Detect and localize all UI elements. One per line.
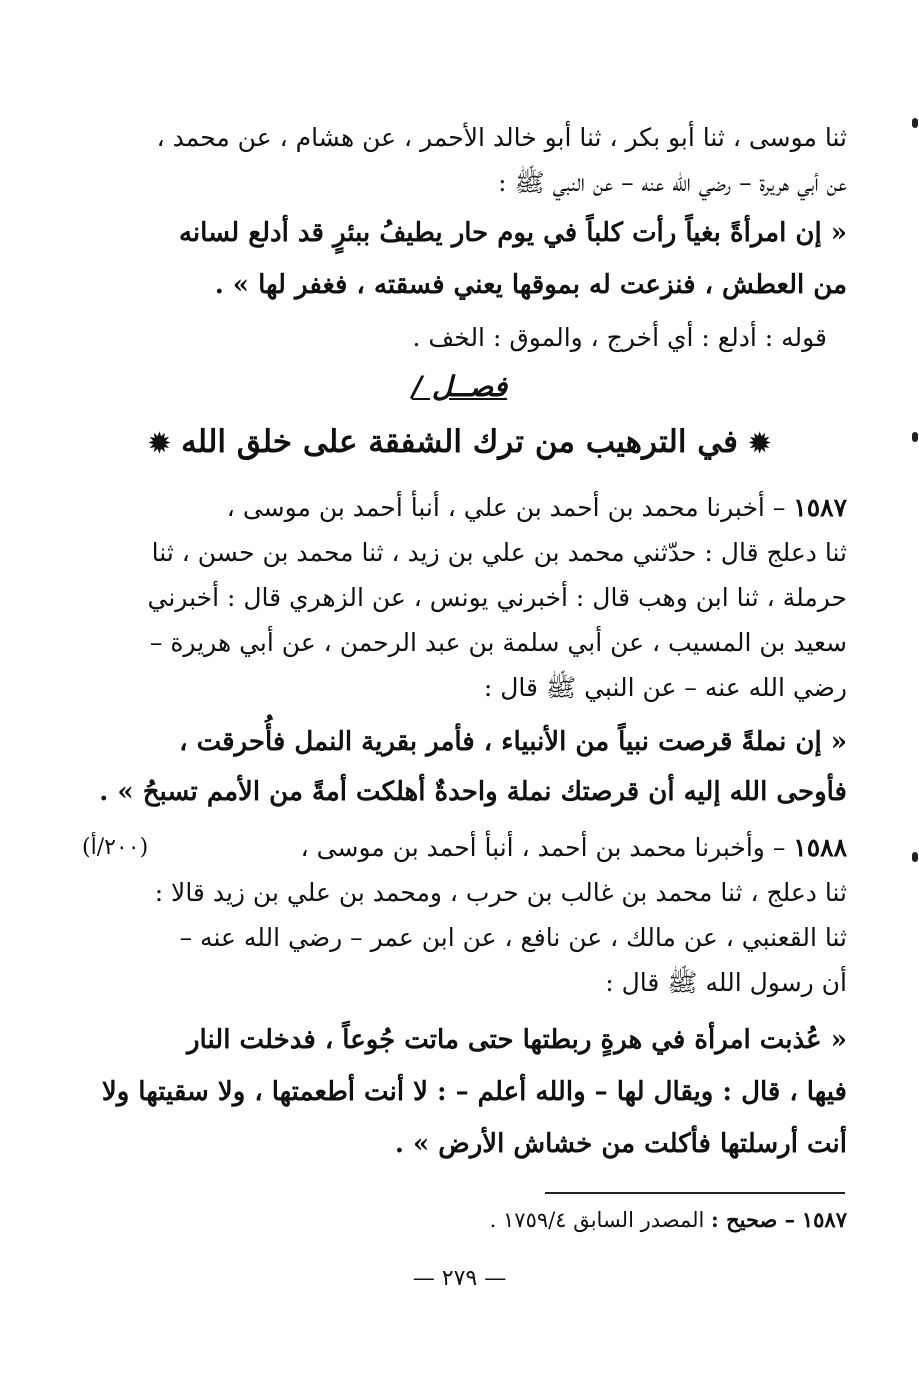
star-ornament-icon: ✹	[748, 429, 771, 459]
footnote-text: المصدر السابق ١٧٥٩/٤ .	[489, 1208, 705, 1232]
star-ornament-icon: ✹	[148, 429, 171, 459]
text-line-1: ثنا موسى ، ثنا أبو بكر ، ثنا أبو خالد الأحمر ، عن هشام ، عن محمد ،	[156, 123, 847, 152]
hadith-quote-line-2: من العطش ، فنزعت له بموقها يعني فسقته ، فغفر لها » .	[214, 270, 847, 300]
section-heading-row	[0, 418, 919, 468]
footnote-grade: – صحيح :	[711, 1207, 796, 1232]
hadith-1588-quote-3: أنت أرسلتها فأكلت من خشاش الأرض » .	[394, 1129, 847, 1159]
hadith-1587-line-2: ثنا دعلج قال : حدّثني محمد بن علي بن زيد ، ثنا محمد بن حسن ، ثنا	[151, 538, 847, 567]
hadith-1588-line-3: ثنا القعنبي ، عن مالك ، عن نافع ، عن ابن عمر – رضي الله عنه –	[179, 923, 847, 952]
section-title: فصــل /	[411, 370, 508, 403]
hadith-1588-line-1	[227, 828, 847, 868]
hadith-1587-quote-2: فأوحى الله إليه أن قرصتك نملة واحدةٌ أهلكت أمةً من الأمم تسبحُ » .	[99, 777, 847, 807]
hadith-quote-line-1: « إن امرأةً بغياً رأت كلباً في يوم حار يطيفُ ببئرٍ قد أدلع لسانه	[178, 218, 847, 248]
hadith-1587-line-5: رضي الله عنه – عن النبي ﷺ قال :	[483, 673, 847, 702]
hadith-number: ١٥٨٨	[793, 833, 847, 862]
hadith-1588-quote-1: « عُذبت امرأة في هرةٍ ربطتها حتى ماتت جُوعاً ، فدخلت النار	[186, 1025, 847, 1055]
hadith-1587-quote-1: « إن نملةً قرصت نبياً من الأنبياء ، فأمر بقرية النمل فأُحرقت ،	[179, 727, 847, 757]
hadith-text: – أخبرنا محمد بن أحمد بن علي ، أنبأ أحمد بن موسى ،	[226, 493, 786, 522]
page-number: — ٢٧٩ —	[412, 1266, 507, 1291]
hadith-text: – وأخبرنا محمد بن أحمد ، أنبأ أحمد بن موسى ،	[300, 833, 786, 862]
footnote	[127, 1202, 847, 1238]
scan-mark	[912, 852, 918, 862]
hadith-1587-line-1	[127, 488, 847, 528]
manuscript-folio-note: (٢٠٠/أ)	[82, 835, 149, 860]
hadith-1588-quote-2: فيها ، قال : ويقال لها – والله أعلم – : لا أنت أطعمتها ، ولا سقيتها ولا	[101, 1077, 847, 1107]
hadith-1587-line-3: حرملة ، ثنا ابن وهب قال : أخبرني يونس ، عن الزهري قال : أخبرني	[147, 583, 847, 612]
scan-mark	[912, 118, 918, 128]
section-heading: في الترهيب من ترك الشفقة على خلق الله	[181, 424, 738, 460]
hadith-1588-line-2: ثنا دعلج ، ثنا محمد بن غالب بن حرب ، ومحمد بن علي بن زيد قالا :	[154, 878, 847, 907]
text-line-2: عن أبي هريرة – رضي الله عنه – عن النبي ﷺ :	[498, 168, 847, 197]
footnote-separator	[545, 1192, 845, 1194]
footnote-number: ١٥٨٧	[801, 1207, 847, 1232]
hadith-1588-line-4: أن رسول الله ﷺ قال :	[605, 968, 847, 997]
hadith-number: ١٥٨٧	[793, 493, 847, 522]
explanation-line: قوله : أدلع : أي أخرج ، والموق : الخف .	[412, 323, 827, 352]
scan-mark	[912, 432, 918, 442]
hadith-1587-line-4: سعيد بن المسيب ، عن أبي سلمة بن عبد الرحمن ، عن أبي هريرة –	[149, 628, 847, 657]
